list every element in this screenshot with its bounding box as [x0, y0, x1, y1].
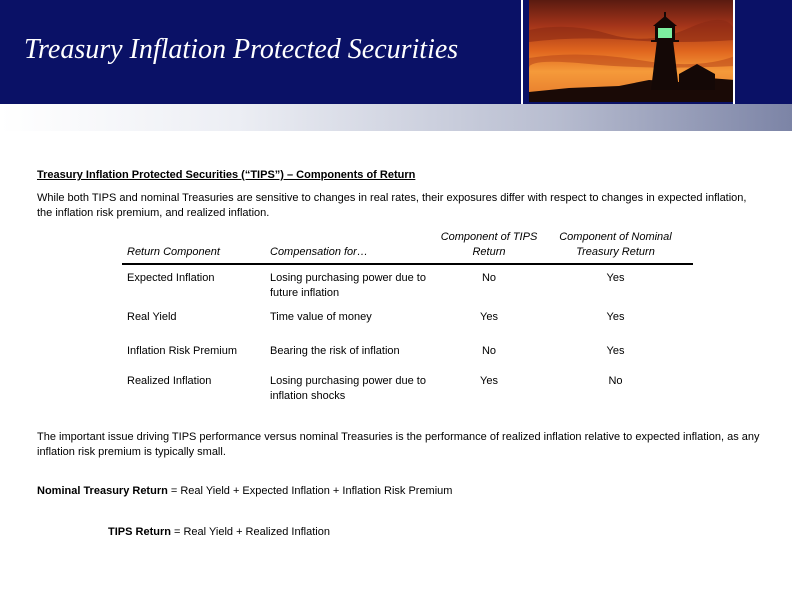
table-cell: Inflation Risk Premium: [127, 345, 238, 357]
intro-paragraph: While both TIPS and nominal Treasuries are sensitive to changes in real rates, their exposures differ with respect to changes in expected inflation, the inflation risk premium, and realized inflation.: [37, 192, 747, 219]
table-cell: Bearing the risk of inflation: [270, 345, 400, 357]
column-header: Return Component: [122, 230, 270, 264]
table-cell: Losing purchasing power due to inflation shocks: [270, 375, 426, 402]
section-heading: Treasury Inflation Protected Securities (“TIPS”) – Components of Return: [37, 169, 416, 181]
table-cell: Yes: [606, 311, 625, 323]
table-cell: No: [481, 345, 497, 357]
table-cell: Yes: [480, 311, 498, 323]
table-cell: Yes: [606, 345, 625, 357]
table-cell: Real Yield: [127, 311, 177, 323]
table-cell: No: [481, 272, 497, 284]
table-row: [122, 304, 693, 338]
tips-return-formula: [108, 526, 330, 538]
table-cell: Yes: [606, 272, 625, 284]
formula-label: Nominal Treasury Return: [37, 485, 168, 497]
table-row: [122, 338, 693, 368]
lighthouse-photo: [529, 0, 735, 102]
formula-expression: = Real Yield + Realized Inflation: [170, 526, 330, 538]
header-banner: [0, 0, 792, 104]
slide-title: Treasury Inflation Protected Securities: [24, 34, 459, 65]
column-header: Component of Nominal Treasury Return: [538, 230, 693, 264]
nominal-return-formula: [37, 485, 452, 497]
table-cell: No: [608, 375, 623, 387]
table-row: [122, 368, 693, 407]
column-header: Compensation for…: [270, 230, 440, 264]
summary-paragraph: The important issue driving TIPS performance versus nominal Treasuries is the performance of realized inflation relative to expected inflation, as any inflation risk premium is typically small.: [37, 431, 760, 458]
table-row: [122, 264, 693, 304]
formula-expression: = Real Yield + Expected Inflation + Inflation Risk Premium: [167, 485, 453, 497]
header-gradient-bar: [0, 104, 792, 131]
formula-label: TIPS Return: [108, 526, 171, 538]
header-divider: [521, 0, 523, 104]
table-cell: Losing purchasing power due to future inflation: [270, 272, 426, 299]
column-header: Component of TIPS Return: [440, 230, 538, 264]
table-cell: Yes: [480, 375, 498, 387]
components-table: [122, 230, 693, 407]
table-cell: Time value of money: [270, 311, 372, 323]
table-cell: Expected Inflation: [127, 272, 215, 284]
table-cell: Realized Inflation: [127, 375, 212, 387]
header-divider: [733, 0, 735, 104]
table-header-row: [122, 230, 693, 264]
